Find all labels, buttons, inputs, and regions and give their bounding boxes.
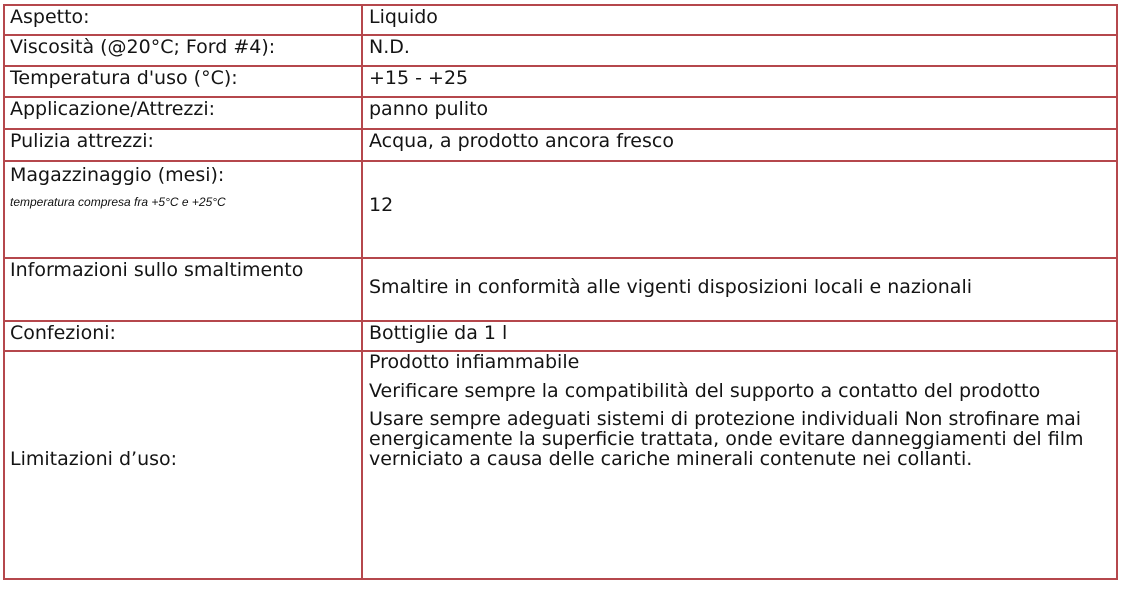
row-value-cell-limitazioni (362, 351, 1117, 579)
table-row-aspetto (4, 5, 1117, 35)
table-row-smaltimento (4, 258, 1117, 321)
row-value-magazzinaggio: 12 (369, 194, 394, 216)
specification-table (3, 4, 1118, 580)
row-value-aspetto: Liquido (362, 5, 1117, 35)
row-value-cell-magazzinaggio (362, 161, 1117, 258)
row-label-cell-limitazioni (4, 351, 362, 579)
row-label-pulizia: Pulizia attrezzi: (4, 129, 362, 161)
row-value-viscosita: N.D. (362, 35, 1117, 66)
table-row-temperatura (4, 66, 1117, 97)
row-label-viscosita: Viscosità (@20°C; Ford #4): (4, 35, 362, 66)
table-row-applicazione (4, 97, 1117, 129)
row-label-smaltimento: Informazioni sullo smaltimento (4, 258, 362, 321)
table-row-limitazioni (4, 351, 1117, 579)
table-row-viscosita (4, 35, 1117, 66)
row-label-applicazione: Applicazione/Attrezzi: (4, 97, 362, 129)
table-row-pulizia (4, 129, 1117, 161)
row-value-confezioni: Bottiglie da 1 l (362, 321, 1117, 351)
storage-temperature-note: temperatura compresa fra +5°C e +25°C (10, 195, 226, 209)
row-value-temperatura: +15 - +25 (362, 66, 1117, 97)
row-label-temperatura: Temperatura d'uso (°C): (4, 66, 362, 97)
limitation-paragraph: Verificare sempre la compatibilità del supporto a contatto del prodotto (369, 380, 1041, 402)
row-value-pulizia: Acqua, a prodotto ancora fresco (362, 129, 1117, 161)
row-value-smaltimento: Smaltire in conformità alle vigenti disposizioni locali e nazionali (369, 276, 972, 298)
row-label-cell-magazzinaggio (4, 161, 362, 258)
table-row-confezioni (4, 321, 1117, 351)
row-label-limitazioni: Limitazioni d’uso: (10, 448, 178, 470)
row-value-applicazione: panno pulito (362, 97, 1117, 129)
row-label-aspetto: Aspetto: (4, 5, 362, 35)
row-value-cell-smaltimento (362, 258, 1117, 321)
limitation-paragraph: Usare sempre adeguati sistemi di protezione individuali Non strofinare mai energicamente la superficie trattata, onde evitare danneggiamenti del film verniciato a causa delle cariche minerali contenute nei collanti. (369, 408, 1084, 470)
row-label-confezioni: Confezioni: (4, 321, 362, 351)
row-label-magazzinaggio: Magazzinaggio (mesi): (10, 164, 225, 186)
limitation-paragraph: Prodotto infiammabile (369, 351, 580, 373)
table-row-magazzinaggio (4, 161, 1117, 258)
